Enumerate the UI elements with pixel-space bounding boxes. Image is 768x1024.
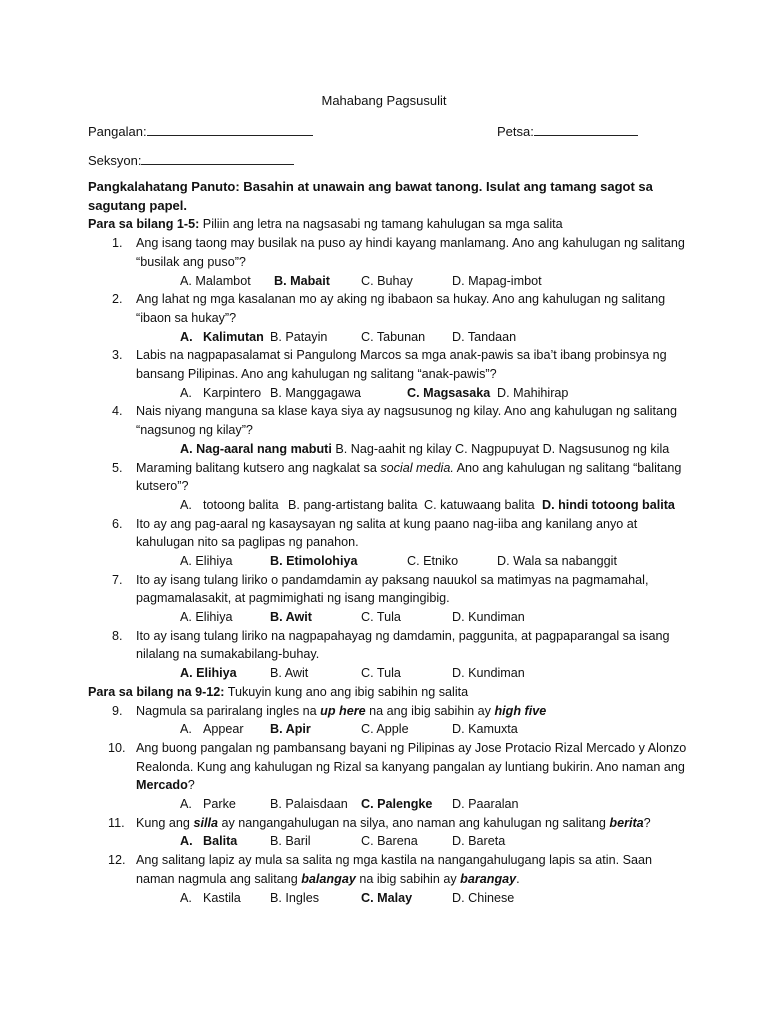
choice-a-text: Kastila: [203, 890, 241, 905]
question-text: Nais niyang manguna sa klase kaya siya ay nagsusunog ng kilay. Ano ang kahulugan ng salitang “nagsunog ng kilay”?: [136, 404, 677, 438]
choice-c: C. Barena: [361, 834, 418, 849]
choice-c: C. Tabunan: [361, 329, 426, 344]
choice-a: A. Elihiya: [180, 666, 237, 681]
general-instructions: Pangkalahatang Panuto: Basahin at unawain ang bawat tanong. Isulat ang tamang sagot sa sagutang papel.: [88, 179, 653, 213]
question-text-a: Nagmula sa pariralang ingles na: [136, 703, 321, 718]
exam-content: [88, 178, 688, 907]
question-term-mercado: Mercado: [136, 778, 188, 793]
choice-a-text: totoong balita: [203, 497, 279, 512]
question-10: [88, 739, 688, 795]
date-blank: [534, 122, 638, 136]
choice-a-letter: A.: [180, 385, 192, 400]
question-term-balangay: balangay: [301, 871, 356, 886]
question-number: 8.: [112, 628, 123, 643]
question-text-a: Maraming balitang kutsero ang nagkalat sa: [136, 460, 381, 475]
choices-11: [88, 832, 688, 851]
choice-d: D. Mapag-imbot: [452, 273, 542, 288]
part1-label: Para sa bilang 1-5:: [88, 217, 200, 232]
section-field: [88, 151, 294, 168]
question-9: [88, 702, 688, 721]
choice-rest: B. Nag-aahit ng kilay C. Nagpupuyat D. Nagsusunog ng kila: [335, 441, 670, 456]
choice-a-letter: A.: [180, 890, 192, 905]
question-text-c: .: [516, 871, 520, 886]
question-text: Ito ay ang pag-aaral ng kasaysayan ng salita at kung paano nag-iiba ang kanilang anyo at kahulugan nito sa paglipas ng panahon.: [136, 516, 638, 550]
choice-d: D. Wala sa nabanggit: [497, 554, 617, 568]
question-text: Ang lahat ng mga kasalanan mo ay aking ng ibabaon sa hukay. Ano ang kahulugan ng salitang “ibaon sa hukay”?: [136, 292, 666, 325]
question-number: 11.: [108, 815, 125, 830]
choice-c: C. Magsasaka: [407, 385, 491, 400]
question-text: Ito ay isang tulang liriko o pandamdamin ay paksang nauukol sa matimyas na pagmamahal, pagmamalasakit, at pagmimighati ng isang mangingibig.: [136, 572, 649, 606]
choice-d: D. Bareta: [452, 834, 506, 849]
choice-d: D. Mahihirap: [497, 385, 569, 400]
choices-8: [88, 664, 688, 683]
exam-title: Mahabang Pagsusulit: [321, 93, 447, 108]
question-text-b: ay nangangahulugan na silya, ano naman ang kahulugan ng salitang: [217, 815, 610, 830]
question-term-silla: silla: [193, 815, 218, 830]
question-number: 4.: [112, 404, 123, 419]
choice-b: B. pang-artistang balita: [288, 497, 418, 512]
question-1: [88, 234, 688, 271]
question-number: 9.: [112, 703, 123, 718]
choice-a-text: Karpintero: [203, 385, 262, 400]
question-number: 5.: [112, 460, 123, 475]
date-field: [497, 122, 638, 139]
choice-b: B. Awit: [270, 610, 312, 625]
choice-c: C. Tula: [361, 666, 401, 681]
choice-c: C. Etniko: [407, 554, 459, 568]
choices-4: [88, 440, 688, 459]
choice-b: B. Baril: [270, 834, 311, 849]
choice-d: D. Kundiman: [452, 666, 525, 681]
name-blank: [147, 122, 313, 136]
question-text: Ang buong pangalan ng pambansang bayani ng Pilipinas ay Jose Protacio Rizal Mercado y Alonzo Realonda. Kung ang kahulugan ng Rizal sa kanyang pangalan ay luntiang bukirin. Ano naman ang: [136, 740, 687, 774]
choice-a-letter: A.: [180, 834, 193, 849]
choice-b: B. Manggagawa: [270, 385, 362, 400]
choice-c: C. Buhay: [361, 273, 413, 288]
question-term-high-five: high five: [494, 703, 547, 718]
choices-3: [88, 384, 688, 403]
name-field: [88, 122, 313, 139]
choice-d: D. Kamuxta: [452, 722, 518, 737]
question-text: Labis na nagpapasalamat si Pangulong Marcos sa mga anak-pawis sa iba’t ibang probinsya ng bansang Pilipinas. Ano ang kahulugan ng salitang “anak-pawis”?: [136, 348, 667, 381]
question-term-up-here: up here: [320, 703, 366, 718]
question-5: [88, 459, 688, 496]
part2-instructions: [88, 683, 688, 702]
choice-a-letter: A.: [180, 722, 192, 737]
question-text-social-media: social media.: [380, 460, 454, 475]
question-text-a: Ang salitang lapiz ay mula sa salita ng mga kastila na nangangahulugang lapis sa atin. Saan naman nagmula ang salitang: [136, 853, 652, 886]
choice-c: C. Palengke: [361, 797, 433, 812]
choices-2: [88, 328, 688, 347]
question-3: [88, 346, 688, 383]
question-number: 2.: [112, 292, 123, 307]
part2-label: Para sa bilang na 9-12:: [88, 684, 225, 699]
question-text-c: ?: [643, 815, 651, 830]
choices-6: [88, 552, 688, 571]
choice-b: B. Etimolohiya: [270, 554, 358, 568]
question-2: [88, 290, 688, 327]
part2-text: Tukuyin kung ano ang ibig sabihin ng salita: [227, 684, 469, 699]
choice-a-text: Parke: [203, 797, 236, 812]
choice-d: D. Paaralan: [452, 797, 519, 812]
choice-c: C. Malay: [361, 890, 413, 905]
question-number: 6.: [112, 516, 123, 531]
section-blank: [141, 151, 294, 165]
choice-a: A. Elihiya: [180, 554, 233, 568]
question-text-b: Ano ang kahulugan ng salitang “balitang kutsero”?: [136, 460, 682, 494]
question-number: 3.: [112, 348, 123, 363]
choice-a-letter: A.: [180, 497, 192, 512]
choice-a: A. Nag-aaral nang mabuti: [180, 441, 332, 456]
choice-b: B. Mabait: [274, 273, 330, 288]
question-number: 1.: [112, 236, 123, 251]
choice-c: C. katuwaang balita: [424, 497, 535, 512]
choice-b: B. Apir: [270, 722, 311, 737]
choice-a-text: Kalimutan: [203, 329, 264, 344]
choice-b: B. Ingles: [270, 890, 320, 905]
choices-7: [88, 608, 688, 627]
choice-a-text: Appear: [203, 722, 244, 737]
question-12: [88, 851, 688, 888]
question-7: [88, 571, 688, 608]
choice-b: B. Awit: [270, 666, 309, 681]
question-text: Ang isang taong may busilak na puso ay hindi kayang manlamang. Ano ang kahulugan ng salitang “busilak ang puso”?: [136, 236, 685, 269]
choice-d: D. Tandaan: [452, 329, 517, 344]
choice-a-letter: A.: [180, 329, 193, 344]
question-8: [88, 627, 688, 664]
choice-d: D. hindi totoong balita: [542, 497, 675, 512]
choice-a-letter: A.: [180, 797, 192, 812]
choice-a: A. Malambot: [180, 273, 251, 288]
question-text: Ito ay isang tulang liriko na nagpapahayag ng damdamin, paggunita, at pagpaparangal sa isang nilalang na sumakabilang-buhay.: [136, 628, 670, 662]
choices-1: [88, 272, 688, 291]
question-text-b: na ang ibig sabihin ay: [365, 703, 495, 718]
date-label: Petsa:: [497, 124, 534, 139]
question-term-barangay: barangay: [460, 871, 517, 886]
choice-b: B. Palaisdaan: [270, 797, 348, 812]
choice-a-text: Balita: [203, 834, 238, 849]
question-text-a: Kung ang: [136, 815, 194, 830]
question-number: 7.: [112, 572, 123, 587]
choice-c: C. Tula: [361, 610, 401, 625]
choice-b: B. Patayin: [270, 329, 328, 344]
part1-instructions: [88, 215, 688, 234]
part1-text: Piliin ang letra na nagsasabi ng tamang kahulugan sa mga salita: [202, 217, 563, 232]
question-number: 12.: [108, 853, 126, 868]
question-term-berita: berita: [609, 815, 644, 830]
question-text-b: na ibig sabihin ay: [355, 871, 461, 886]
question-11: [88, 814, 688, 833]
choice-c: C. Apple: [361, 722, 409, 737]
question-6: [88, 515, 688, 552]
section-label: Seksyon:: [88, 153, 142, 168]
choice-d: D. Chinese: [452, 890, 515, 905]
choice-a: A. Elihiya: [180, 610, 233, 625]
name-label: Pangalan:: [88, 124, 147, 139]
question-4: [88, 402, 688, 439]
choices-5: [88, 496, 688, 515]
choice-d: D. Kundiman: [452, 610, 525, 625]
choices-10: [88, 795, 688, 814]
choices-9: [88, 720, 688, 739]
question-text-end: ?: [187, 778, 195, 793]
choices-12: [88, 889, 688, 908]
question-number: 10.: [108, 740, 126, 755]
